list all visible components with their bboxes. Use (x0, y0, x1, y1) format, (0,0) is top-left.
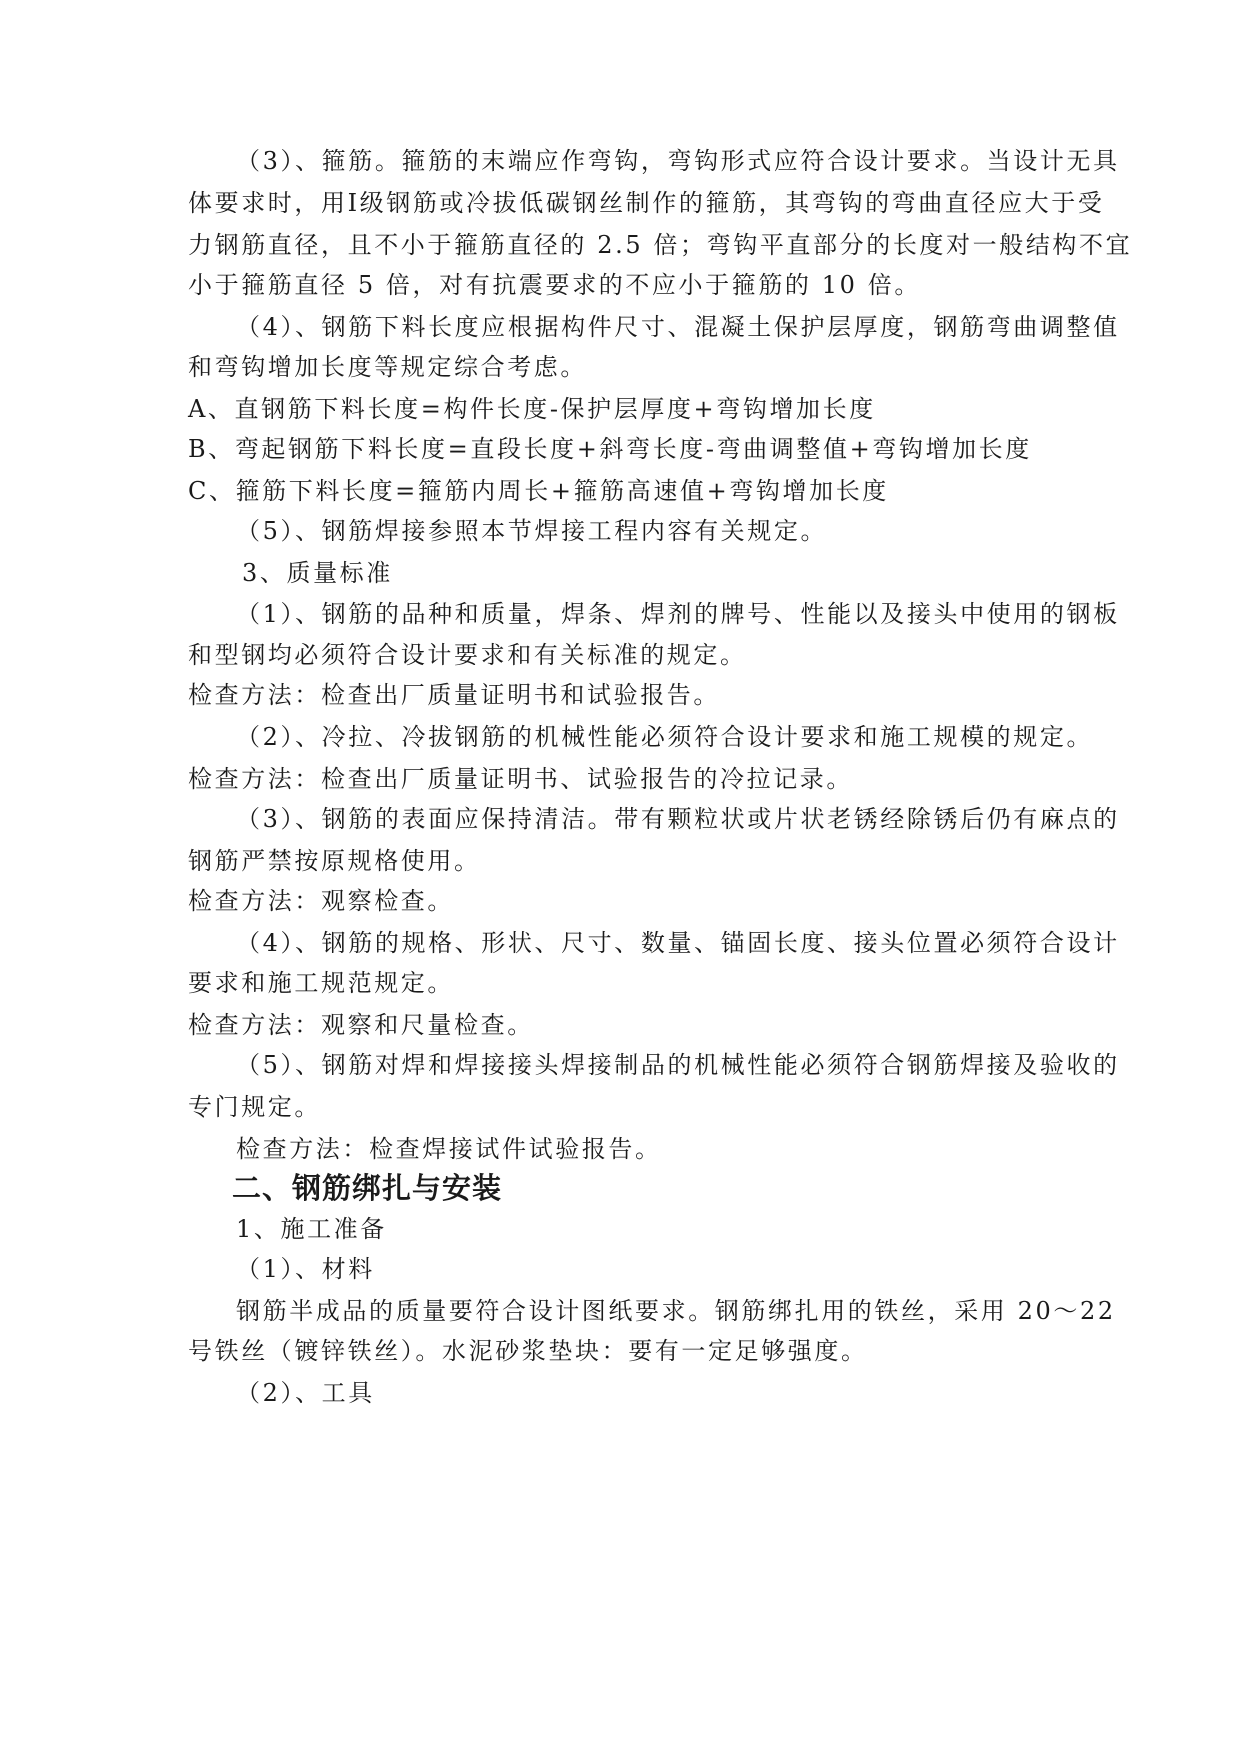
paragraph-line: （5）、钢筋焊接参照本节焊接工程内容有关规定。 (236, 517, 828, 545)
paragraph-line: 检查方法：观察和尺量检查。 (188, 1011, 534, 1039)
paragraph-line: 号铁丝（镀锌铁丝）。水泥砂浆垫块：要有一定足够强度。 (188, 1337, 868, 1365)
paragraph-line: （2）、工具 (236, 1379, 375, 1407)
paragraph-line: A、直钢筋下料长度=构件长度-保护层厚度+弯钩增加长度 (188, 395, 876, 423)
paragraph-line: B、弯起钢筋下料长度=直段长度+斜弯长度-弯曲调整值+弯钩增加长度 (188, 435, 1032, 463)
paragraph-line: （1）、材料 (236, 1255, 375, 1283)
paragraph-line: 钢筋半成品的质量要符合设计图纸要求。钢筋绑扎用的铁丝，采用 20～22 (236, 1297, 1116, 1325)
paragraph-line: （3）、箍筋。箍筋的末端应作弯钩，弯钩形式应符合设计要求。当设计无具 (236, 147, 1120, 175)
paragraph-line: 小于箍筋直径 5 倍，对有抗震要求的不应小于箍筋的 10 倍。 (188, 271, 921, 299)
paragraph-line: 专门规定。 (188, 1093, 321, 1121)
paragraph-line: 检查方法：检查出厂质量证明书和试验报告。 (188, 681, 720, 709)
paragraph-line: 检查方法：检查出厂质量证明书、试验报告的冷拉记录。 (188, 765, 853, 793)
paragraph-line: 钢筋严禁按原规格使用。 (188, 847, 481, 875)
paragraph-line: 检查方法：检查焊接试件试验报告。 (236, 1135, 662, 1163)
paragraph-line: （1）、钢筋的品种和质量，焊条、焊剂的牌号、性能以及接头中使用的钢板 (236, 600, 1120, 628)
paragraph-line: （4）、钢筋下料长度应根据构件尺寸、混凝土保护层厚度，钢筋弯曲调整值 (236, 313, 1120, 341)
paragraph-line: 1、施工准备 (236, 1215, 387, 1243)
paragraph-line: （5）、钢筋对焊和焊接接头焊接制品的机械性能必须符合钢筋焊接及验收的 (236, 1051, 1120, 1079)
section-title: 3、质量标准 (242, 559, 393, 587)
paragraph-line: 体要求时，用Ⅰ级钢筋或冷拔低碳钢丝制作的箍筋，其弯钩的弯曲直径应大于受 (188, 189, 1105, 217)
paragraph-line: 和型钢均必须符合设计要求和有关标准的规定。 (188, 641, 747, 669)
paragraph-line: （4）、钢筋的规格、形状、尺寸、数量、锚固长度、接头位置必须符合设计 (236, 929, 1120, 957)
paragraph-line: （3）、钢筋的表面应保持清洁。带有颗粒状或片状老锈经除锈后仍有麻点的 (236, 805, 1120, 833)
paragraph-line: 检查方法：观察检查。 (188, 887, 454, 915)
paragraph-line: C、箍筋下料长度=箍筋内周长+箍筋高速值+弯钩增加长度 (188, 477, 889, 505)
paragraph-line: （2）、冷拉、冷拔钢筋的机械性能必须符合设计要求和施工规模的规定。 (236, 723, 1094, 751)
section-heading: 二、钢筋绑扎与安装 (232, 1171, 503, 1205)
paragraph-line: 和弯钩增加长度等规定综合考虑。 (188, 353, 587, 381)
paragraph-line: 力钢筋直径，且不小于箍筋直径的 2.5 倍；弯钩平直部分的长度对一般结构不宜 (188, 231, 1133, 259)
paragraph-line: 要求和施工规范规定。 (188, 969, 454, 997)
